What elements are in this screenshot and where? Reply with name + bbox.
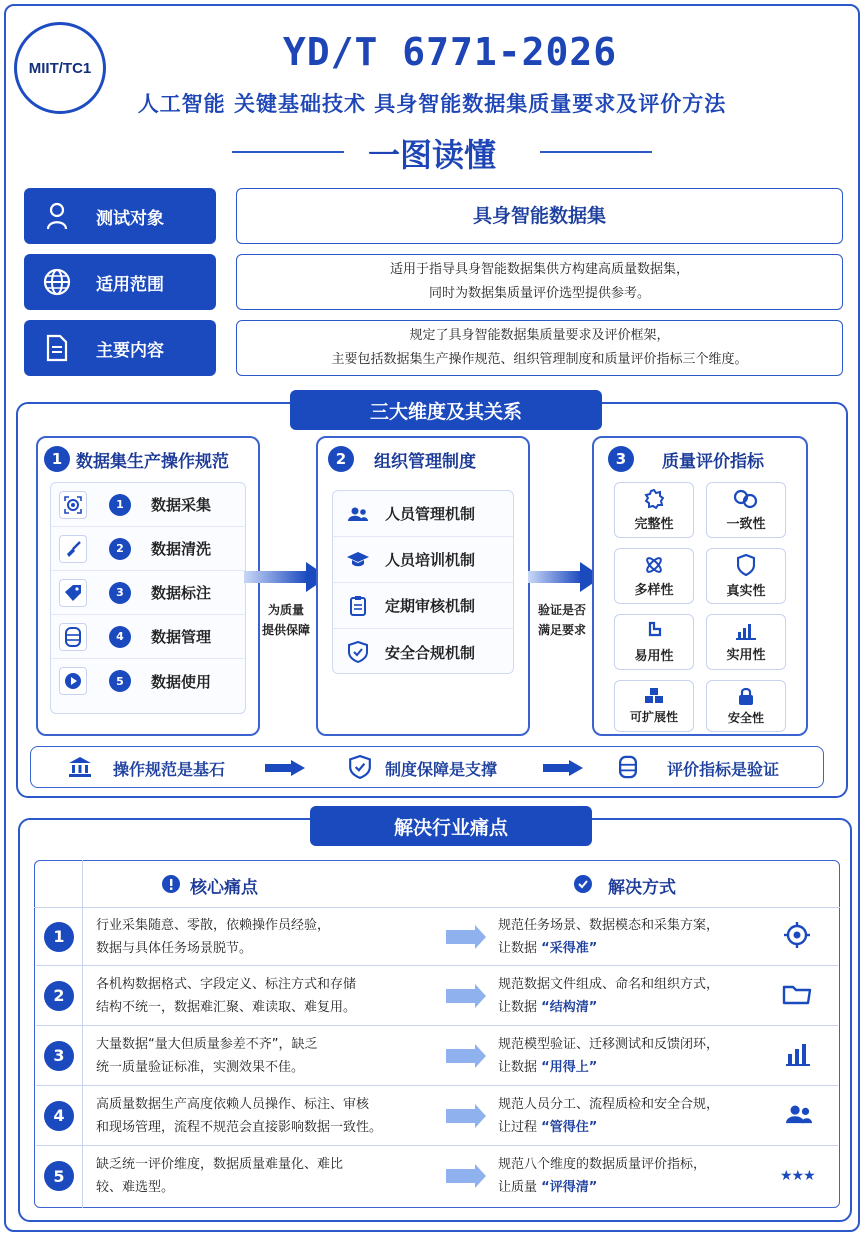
arrow1-caption (250, 600, 322, 640)
result-prefix: 让数据 (498, 940, 538, 956)
item-label: 数据使用 (151, 672, 212, 691)
bank-icon (69, 757, 91, 781)
list-item (51, 483, 245, 527)
metric-card (614, 482, 694, 538)
list-item (51, 571, 245, 615)
solution-text (498, 973, 719, 1019)
label-test-object (24, 188, 216, 244)
camera-target-icon (59, 491, 87, 519)
row-number: 5 (44, 1161, 74, 1191)
list-item (333, 537, 513, 583)
item-label: 数据采集 (151, 496, 212, 514)
users-icon (786, 1104, 812, 1128)
label-main-content (24, 320, 216, 376)
metric-label: 多样性 (634, 582, 674, 598)
folder-icon (782, 983, 812, 1009)
solution-line: 规范模型验证、迁移测试和反馈闭环， (498, 1036, 720, 1052)
item-number: 3 (109, 582, 131, 604)
result-prefix: 让过程 (498, 1119, 538, 1135)
row-number: 4 (44, 1101, 74, 1131)
main-content-value (236, 320, 843, 376)
item-label: 数据管理 (151, 628, 212, 646)
pain-text (96, 914, 330, 960)
metric-label: 可扩展性 (629, 709, 678, 724)
solution-line: 规范数据文件组成、命名和组织方式， (498, 976, 720, 992)
metric-card (614, 680, 694, 732)
result-prefix: 让数据 (498, 1059, 538, 1075)
metric-label: 一致性 (726, 516, 766, 532)
relation-arrow (265, 760, 305, 780)
caption-line: 满足要求 (537, 623, 586, 637)
arrow-to-quality (528, 562, 602, 596)
solution-text (498, 1153, 706, 1199)
row-number: 1 (44, 922, 74, 952)
column-number: 2 (328, 446, 354, 472)
metric-card (614, 548, 694, 604)
caption-line: 提供保障 (261, 623, 310, 637)
result-highlight: “结构清” (541, 999, 598, 1015)
table-row (36, 966, 838, 1026)
metric-label: 完整性 (634, 516, 674, 532)
column-title: 组织管理制度 (374, 451, 476, 472)
clipboard-icon (347, 596, 369, 616)
bar-chart-icon (736, 622, 756, 644)
pain-text (96, 973, 356, 1019)
lock-icon (738, 687, 754, 709)
metric-label: 真实性 (726, 583, 766, 599)
list-item (51, 527, 245, 571)
broom-icon (59, 535, 87, 563)
relation-label: 制度保障是支撑 (385, 760, 498, 779)
metric-card (706, 680, 786, 732)
pain-text (96, 1153, 343, 1199)
solution-line: 规范任务场景、数据模态和采集方案， (498, 917, 720, 933)
headline: 一图读懂 (367, 136, 496, 174)
person-icon (42, 201, 72, 231)
management-list (332, 490, 514, 674)
standard-subtitle: 人工智能 关键基础技术 具身智能数据集质量要求及评价方法 (137, 92, 727, 116)
label-text: 适用范围 (96, 274, 164, 295)
pain-line: 各机构数据格式、字段定义、标注方式和存储 (96, 976, 357, 992)
item-number: 1 (109, 494, 131, 516)
value-line: 具身智能数据集 (472, 205, 606, 227)
column-title: 质量评价指标 (662, 451, 764, 472)
test-object-value (236, 188, 843, 244)
solution-line: 规范人员分工、流程质检和安全合规， (498, 1096, 720, 1112)
result-highlight: “管得住” (541, 1119, 598, 1135)
bar-chart-icon (786, 1042, 810, 1070)
result-highlight: “采得准” (541, 940, 598, 956)
play-icon (59, 667, 87, 695)
pain-line: 行业采集随意、零散，依赖操作员经验， (96, 917, 331, 933)
result-highlight: “评得清” (541, 1180, 598, 1195)
list-item (51, 615, 245, 659)
label-scope (24, 254, 216, 310)
pain-text (96, 1033, 317, 1079)
relation-bar (30, 746, 824, 788)
hand-pointer-icon (646, 621, 662, 645)
database-icon (59, 623, 87, 651)
arrow-icon (446, 989, 476, 1003)
list-item (51, 659, 245, 703)
table-row (36, 1086, 838, 1146)
row-number: 3 (44, 1041, 74, 1071)
link-icon (733, 489, 759, 513)
check-circle-icon (574, 875, 592, 897)
caption-line: 验证是否 (537, 603, 586, 617)
pain-line: 较、难选型。 (96, 1180, 175, 1195)
users-icon (347, 507, 369, 521)
pain-line: 大量数据“量大但质量参差不齐”，缺乏 (96, 1036, 318, 1052)
target-icon (784, 922, 810, 952)
header-pain: 核心痛点 (190, 878, 258, 898)
item-number: 5 (109, 670, 131, 692)
pain-points-title: 解决行业痛点 (310, 806, 592, 846)
relation-label: 操作规范是基石 (113, 760, 226, 779)
arrow-icon (446, 1109, 476, 1123)
column-number: 3 (608, 446, 634, 472)
header-solution: 解决方式 (608, 878, 676, 898)
table-row (36, 908, 838, 966)
item-number: 4 (109, 626, 131, 648)
shield-check-icon (349, 755, 371, 783)
list-item (333, 629, 513, 675)
result-prefix: 让质量 (498, 1180, 538, 1195)
dimensions-title: 三大维度及其关系 (290, 390, 602, 430)
metric-label: 实用性 (726, 647, 766, 663)
production-list (50, 482, 246, 714)
metric-label: 易用性 (634, 648, 674, 664)
metric-card (706, 548, 786, 604)
solution-text (498, 1033, 719, 1079)
value-line: 规定了具身智能数据集质量要求及评价框架， (409, 328, 670, 343)
metric-card (614, 614, 694, 670)
pain-line: 统一质量验证标准，实测效果不佳。 (96, 1059, 305, 1075)
label-text: 测试对象 (96, 208, 164, 229)
tag-icon (59, 579, 87, 607)
exclamation-icon (162, 875, 180, 897)
gear-icon (644, 489, 664, 513)
item-label: 人员管理机制 (385, 505, 476, 523)
row-number: 2 (44, 981, 74, 1011)
standard-number: YD/T 6771-2026 (282, 30, 618, 74)
cubes-icon (645, 688, 663, 708)
value-line: 同时为数据集质量评价选型提供参考。 (428, 286, 650, 301)
pain-text (96, 1093, 382, 1139)
pain-line: 高质量数据生产高度依赖人员操作、标注、审核 (96, 1096, 370, 1112)
table-row (36, 1146, 838, 1206)
pain-line: 数据与具体任务场景脱节。 (96, 940, 253, 956)
value-line: 适用于指导具身智能数据集供方构建高质量数据集， (389, 262, 689, 277)
metric-card (706, 482, 786, 538)
list-item (333, 491, 513, 537)
value-line: 主要包括数据集生产操作规范、组织管理制度和质量评价指标三个维度。 (331, 352, 748, 367)
column-number: 1 (44, 446, 70, 472)
atom-icon (644, 555, 664, 579)
column-org-management (316, 436, 530, 736)
relation-label: 评价指标是验证 (667, 760, 780, 779)
pain-line: 缺乏统一评价维度，数据质量难量化、难比 (96, 1157, 344, 1172)
document-icon (42, 333, 72, 363)
caption-line: 为质量 (267, 603, 304, 617)
item-label: 人员培训机制 (385, 551, 476, 569)
shield-check-icon (347, 641, 369, 663)
relation-arrow (543, 760, 583, 780)
column-quality-metrics (592, 436, 808, 736)
column-title: 数据集生产操作规范 (76, 451, 229, 472)
table-row (36, 1026, 838, 1086)
arrow2-caption (528, 600, 596, 640)
result-highlight: “用得上” (541, 1059, 598, 1075)
solution-line: 规范八个维度的数据质量评价指标， (498, 1157, 707, 1172)
metric-label: 安全性 (727, 710, 764, 725)
column-production-spec (36, 436, 260, 736)
list-item (333, 583, 513, 629)
arrow-icon (446, 1169, 476, 1183)
result-prefix: 让数据 (498, 999, 538, 1015)
scope-value (236, 254, 843, 310)
table-header (34, 860, 840, 908)
pain-line: 和现场管理，流程不规范会直接影响数据一致性。 (96, 1119, 383, 1135)
item-label: 数据标注 (151, 584, 212, 602)
logo-text: MIIT/TC1 (28, 59, 92, 77)
divider (540, 151, 652, 153)
globe-icon (42, 267, 72, 297)
item-label: 定期审核机制 (385, 597, 476, 615)
item-label: 安全合规机制 (385, 643, 476, 662)
database-icon (619, 755, 637, 783)
pain-line: 结构不统一，数据难汇聚、难读取、难复用。 (96, 999, 357, 1015)
item-label: 数据清洗 (151, 540, 212, 558)
label-text: 主要内容 (96, 340, 164, 361)
item-number: 2 (109, 538, 131, 560)
metric-card (706, 614, 786, 670)
solution-text (498, 914, 719, 960)
arrow-icon (446, 930, 476, 944)
stars-icon: ★★★ (780, 1168, 815, 1184)
arrow-icon (446, 1049, 476, 1063)
graduation-cap-icon (347, 552, 369, 568)
solution-text (498, 1093, 719, 1139)
shield-icon (737, 554, 755, 580)
